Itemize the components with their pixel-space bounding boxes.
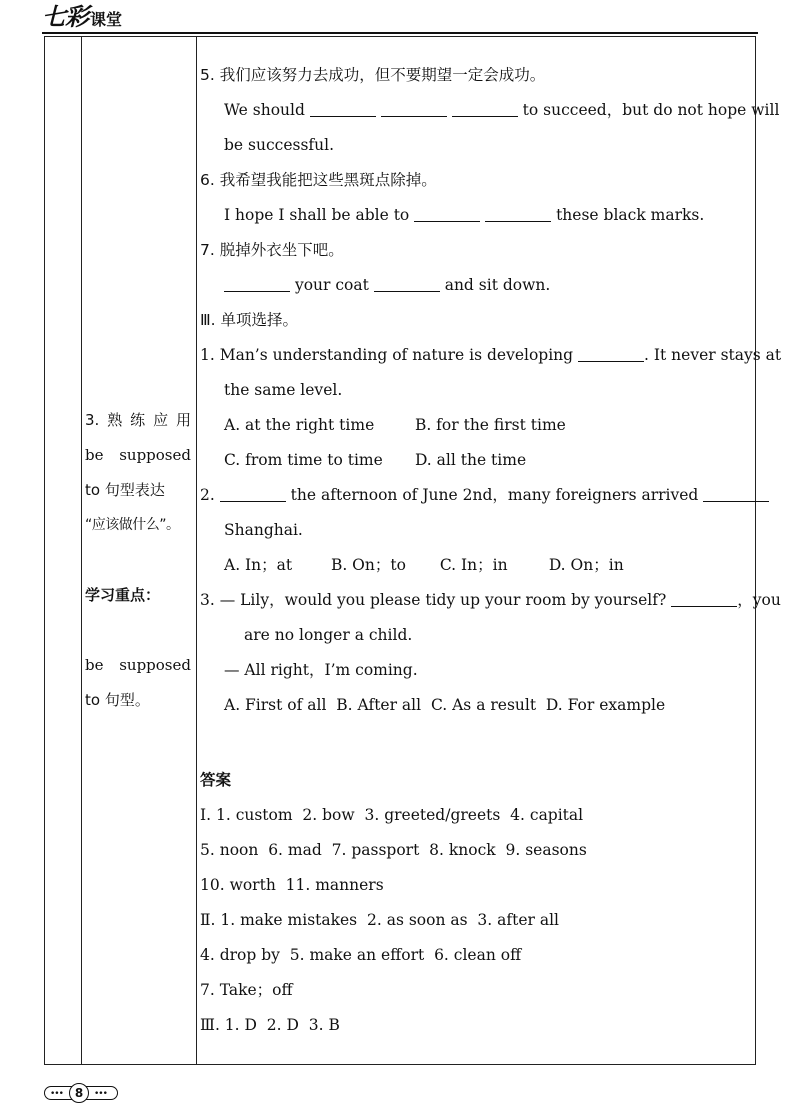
q5-chinese: 5. 我们应该努力去成功，但不要期望一定会成功。 bbox=[200, 66, 546, 84]
focus-line-2: to 句型。 bbox=[85, 691, 150, 709]
mc-q2-options bbox=[224, 548, 624, 583]
q7-english: your coat and sit down. bbox=[224, 268, 550, 303]
header-rule bbox=[42, 32, 758, 34]
goal-line-1: 3. 熟 练 应 用 bbox=[85, 411, 191, 429]
mc-q1-cont: the same level. bbox=[224, 381, 343, 399]
answer-blank bbox=[414, 204, 480, 222]
section3-title: Ⅲ. 单项选择。 bbox=[200, 311, 299, 329]
mc-q3-reply: — All right，I’m coming. bbox=[224, 661, 418, 679]
mc-q1-options-2 bbox=[224, 443, 526, 478]
option-c: C. from time to time bbox=[224, 451, 383, 469]
answer-blank bbox=[671, 589, 737, 607]
focus-title: 学习重点： bbox=[85, 586, 161, 604]
option-d: D. all the time bbox=[414, 451, 527, 469]
mc-q2-cont: Shanghai. bbox=[224, 521, 303, 539]
sidebar-goal bbox=[85, 403, 191, 718]
answers-line-6: 7. Take；off bbox=[200, 981, 293, 999]
page-number: 8 bbox=[69, 1083, 89, 1103]
mc-q1-options-1 bbox=[224, 408, 566, 443]
answers-line-3: 10. worth 11. manners bbox=[200, 876, 384, 894]
answer-blank bbox=[381, 99, 447, 117]
option-c: C. In；in bbox=[439, 556, 508, 574]
page-number-badge bbox=[44, 1083, 120, 1103]
answer-blank bbox=[224, 274, 290, 292]
answer-blank bbox=[374, 274, 440, 292]
brand-suffix: 课堂 bbox=[90, 10, 123, 29]
answers-line-7: Ⅲ. 1. D 2. D 3. B bbox=[200, 1016, 340, 1034]
answer-blank bbox=[485, 204, 551, 222]
option-d: D. For example bbox=[545, 696, 666, 714]
lesson-table bbox=[44, 36, 782, 1065]
answer-blank bbox=[220, 484, 286, 502]
q5-english-cont: be successful. bbox=[224, 136, 335, 154]
option-a: A. First of all bbox=[224, 696, 327, 714]
answers-line-4: Ⅱ. 1. make mistakes 2. as soon as 3. after all bbox=[200, 911, 559, 929]
option-d: D. On；in bbox=[548, 556, 624, 574]
option-a: A. In；at bbox=[224, 556, 293, 574]
mc-q3: 3. — Lily，would you please tidy up your room by yourself? ，you bbox=[200, 583, 781, 618]
q6-chinese: 6. 我希望我能把这些黑斑点除掉。 bbox=[200, 171, 437, 189]
answers-line-5: 4. drop by 5. make an effort 6. clean off bbox=[200, 946, 522, 964]
brand-header bbox=[42, 2, 122, 32]
answers-line-1: Ⅰ. 1. custom 2. bow 3. greeted/greets 4. capital bbox=[200, 806, 584, 824]
mc-q1: 1. Man’s understanding of nature is developing . It never stays at bbox=[200, 338, 781, 373]
answers-title: 答案 bbox=[200, 771, 232, 789]
goal-line-3: to 句型表达 bbox=[85, 481, 165, 499]
page-dots-left: ••• bbox=[50, 1089, 63, 1099]
answer-blank bbox=[452, 99, 518, 117]
q5-english: We should to succeed，but do not hope will bbox=[224, 93, 779, 128]
q6-english: I hope I shall be able to these black marks. bbox=[224, 198, 704, 233]
option-c: C. As a result bbox=[430, 696, 537, 714]
brand-logo: 七彩 bbox=[42, 2, 88, 31]
option-a: A. at the right time bbox=[224, 416, 375, 434]
option-b: B. On；to bbox=[330, 556, 406, 574]
answer-blank bbox=[703, 484, 769, 502]
mc-q3-cont: are no longer a child. bbox=[244, 626, 413, 644]
goal-line-4: “应该做什么”。 bbox=[85, 517, 180, 533]
column-divider-1 bbox=[81, 37, 82, 1064]
page-dots-right: ••• bbox=[94, 1089, 107, 1099]
option-b: B. for the first time bbox=[414, 416, 566, 434]
goal-line-2: be supposed bbox=[85, 446, 191, 464]
focus-line-1: be supposed bbox=[85, 656, 191, 674]
column-divider-2 bbox=[196, 37, 197, 1064]
mc-q2: 2. the afternoon of June 2nd，many foreigners arrived bbox=[200, 478, 769, 513]
option-b: B. After all bbox=[336, 696, 422, 714]
answer-blank bbox=[578, 344, 644, 362]
mc-q3-options bbox=[224, 688, 665, 723]
answers-line-2: 5. noon 6. mad 7. passport 8. knock 9. seasons bbox=[200, 841, 587, 859]
answer-blank bbox=[310, 99, 376, 117]
q7-chinese: 7. 脱掉外衣坐下吧。 bbox=[200, 241, 344, 259]
